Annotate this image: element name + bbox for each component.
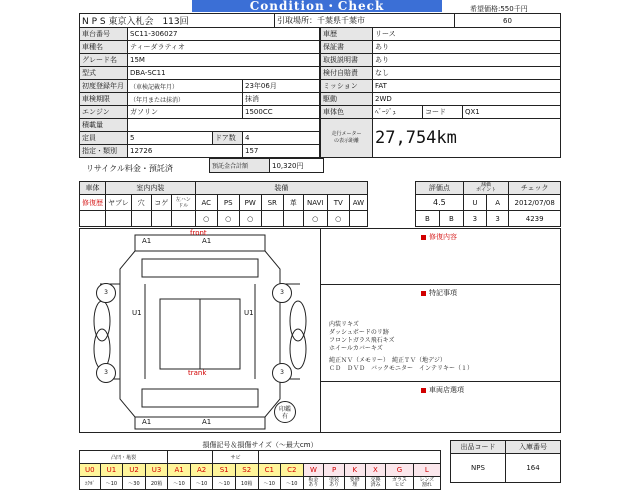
- output-code: NPS: [451, 454, 506, 483]
- value-displacement: 1500CC: [243, 106, 320, 119]
- legend-size: ～10: [100, 477, 123, 490]
- value-drive: 2WD: [373, 93, 561, 106]
- label-model: 車種名: [80, 41, 128, 54]
- label-first-reg: 初度登録年月: [80, 80, 128, 93]
- equip-value-sr: [261, 211, 283, 227]
- red-square-icon: [421, 388, 426, 393]
- equip-value-lhd: [171, 211, 195, 227]
- damage-mark: 3: [96, 283, 116, 303]
- value-history: リース: [373, 28, 561, 41]
- label-grade: グレード名: [80, 54, 128, 67]
- damage-mark: 3: [272, 363, 292, 383]
- damage-mark: A1: [142, 237, 152, 245]
- equip-label-hole: 穴: [131, 195, 151, 211]
- entry-label: 入庫番号: [506, 441, 561, 454]
- legend-size: ～10: [258, 477, 281, 490]
- label-manual: 取扱説明書: [321, 54, 373, 67]
- value-fuel: ガソリン: [128, 106, 243, 119]
- damage-mark: 3: [272, 283, 292, 303]
- note-line: 内装リキズ: [329, 321, 359, 328]
- value-model: ティーダラティオ: [128, 41, 320, 54]
- damage-mark: U1: [132, 309, 142, 317]
- equip-label-leather: 革: [283, 195, 303, 211]
- value-grade: 15M: [128, 54, 320, 67]
- legend-code: C2: [281, 464, 304, 477]
- value-load: [128, 119, 320, 132]
- title-banner: [192, 0, 442, 12]
- equip-header-interior: 室内内装: [106, 182, 196, 195]
- damage-mark: A1: [142, 418, 152, 426]
- value-spec2: 157: [243, 145, 320, 158]
- label-drive: 駆動: [321, 93, 373, 106]
- red-square-icon: [421, 291, 426, 296]
- legend-size: ～10: [168, 477, 191, 490]
- value-insurance: なし: [373, 67, 561, 80]
- legend-size: ～10: [281, 477, 304, 490]
- value-manual: あり: [373, 54, 561, 67]
- legend-code: C1: [258, 464, 281, 477]
- equip-value-aw: [349, 211, 367, 227]
- equip-value-pw: ○: [239, 211, 261, 227]
- legend-code: W: [303, 464, 324, 477]
- legend-group-blank2: [258, 451, 441, 464]
- legend-size: 塗装 あり: [324, 477, 345, 490]
- equip-value-tv: ○: [327, 211, 349, 227]
- label-warranty: 保証書: [321, 41, 373, 54]
- vehicle-left-table: [79, 27, 320, 158]
- legend-size: 要修 理: [344, 477, 365, 490]
- note-line: 純正ＮＶ（メモリー） 純正ＴＶ（地デジ）: [329, 357, 446, 364]
- label-type: 型式: [80, 67, 128, 80]
- label-inspection: 車検期限: [80, 93, 128, 106]
- grade-check-date: 2012/07/08: [509, 195, 561, 211]
- grade-eval-label: 評価点: [416, 182, 464, 195]
- label-spec: 指定・類別: [80, 145, 128, 158]
- equipment-table: [79, 181, 368, 227]
- legend-size: ～10: [213, 477, 236, 490]
- note-first-reg: （車検記載年月）: [128, 80, 243, 93]
- red-square-icon: [421, 235, 426, 240]
- divider: [321, 381, 560, 382]
- recycle-fee-label: 預託金合計額: [210, 159, 270, 173]
- legend-size: 10箱: [235, 477, 258, 490]
- note-line: ＣＤ ＤＶＤ バックモニター インテリキー（１）: [329, 365, 474, 372]
- grade-col-a2: 3: [463, 211, 486, 227]
- grade-check-no: 4239: [509, 211, 561, 227]
- label-transmission: ミッション: [321, 80, 373, 93]
- dealer-title: 車両店選項: [421, 385, 464, 395]
- legend-group-dent: 凸凹・亀裂: [80, 451, 168, 464]
- value-transmission: FAT: [373, 80, 561, 93]
- vehicle-right-table: [320, 27, 561, 158]
- auction-header: [79, 13, 561, 28]
- legend-code: U0: [80, 464, 101, 477]
- repair-title: 修復内容: [421, 232, 457, 242]
- label-color-code: コード: [423, 106, 463, 119]
- legend-code: A2: [190, 464, 213, 477]
- car-diagram: [79, 228, 321, 433]
- output-code-label: 出品コード: [451, 441, 506, 454]
- value-mileage: 27,754km: [373, 119, 561, 158]
- damage-mark: U1: [244, 309, 254, 317]
- equip-label-repair: 修復歴: [80, 195, 106, 211]
- equip-value-repair: [80, 211, 106, 227]
- legend-code: U2: [123, 464, 146, 477]
- grade-check-label: チェック: [509, 182, 561, 195]
- legend-code: X: [365, 464, 386, 477]
- label-capacity: 定員: [80, 132, 128, 145]
- legend-code: A1: [168, 464, 191, 477]
- legend-code: G: [386, 464, 413, 477]
- damage-mark: A1: [202, 418, 212, 426]
- pickup-location: 引取場所：千葉県千葉市: [275, 14, 455, 28]
- legend-code: P: [324, 464, 345, 477]
- front-label: front: [190, 229, 207, 237]
- legend-size: ガラス ヒビ: [386, 477, 413, 490]
- equip-value-burn: [151, 211, 171, 227]
- legend-size: ｴｸﾎﾞ: [80, 477, 101, 490]
- note-line: フロントガラス飛石キズ: [329, 337, 395, 344]
- trunk-label: trank: [188, 369, 207, 377]
- value-chassis: SC11-306027: [128, 28, 320, 41]
- label-history: 車歴: [321, 28, 373, 41]
- equip-label-lhd: 左ハンドル: [171, 195, 195, 211]
- value-spec: 12726: [128, 145, 243, 158]
- recycle-label: リサイクル料金・預託済: [86, 164, 173, 173]
- equip-value-leather: [283, 211, 303, 227]
- lot-number: 60: [455, 14, 561, 28]
- legend-size: 板金 あり: [303, 477, 324, 490]
- equip-value-tear: [106, 211, 132, 227]
- output-table: [450, 440, 561, 483]
- equip-label-tv: TV: [327, 195, 349, 211]
- legend-size: ～10: [190, 477, 213, 490]
- label-meter: 走行メーター の表示距離: [321, 119, 373, 158]
- equip-value-ps: ○: [217, 211, 239, 227]
- equip-header-body: 車体: [80, 182, 106, 195]
- legend-size: ～30: [123, 477, 146, 490]
- seal-stamp: 印鑑 有: [274, 401, 296, 423]
- value-color-code: QX1: [463, 106, 561, 119]
- special-notes: [329, 321, 473, 373]
- value-type: DBA-SC11: [128, 67, 320, 80]
- title-text: Condition・Check: [249, 0, 385, 13]
- damage-mark: A1: [202, 237, 212, 245]
- equip-label-pw: PW: [239, 195, 261, 211]
- auction-name: N P S 東京入札会 113回: [80, 14, 275, 28]
- legend-size: レンズ 割れ: [413, 477, 440, 490]
- equip-label-sr: SR: [261, 195, 283, 211]
- grade-col-a: U: [463, 195, 486, 211]
- divider: [321, 284, 560, 285]
- equip-value-navi: ○: [303, 211, 327, 227]
- legend-code: U3: [145, 464, 168, 477]
- label-doors: ドア数: [213, 132, 243, 145]
- grade-interior2: B: [439, 211, 463, 227]
- grades-table: [415, 181, 561, 227]
- equip-label-burn: コゲ: [151, 195, 171, 211]
- value-inspection: 抹消: [243, 93, 320, 106]
- equip-label-navi: NAVI: [303, 195, 327, 211]
- grade-col-b2: 3: [486, 211, 508, 227]
- legend-code: S2: [235, 464, 258, 477]
- grade-col-b: A: [486, 195, 508, 211]
- legend-group-rust: サビ: [213, 451, 258, 464]
- recycle-fee-table: [209, 158, 324, 173]
- desired-price: 希望価格:550千円: [470, 5, 528, 13]
- label-engine: エンジン: [80, 106, 128, 119]
- note-line: ホイールカバーキズ: [329, 345, 383, 352]
- legend-size: 交換 済み: [365, 477, 386, 490]
- legend-code: S1: [213, 464, 236, 477]
- equip-value-ac: ○: [195, 211, 217, 227]
- label-load: 積載量: [80, 119, 128, 132]
- special-title: 特記事項: [421, 288, 457, 298]
- note-line: ダッシュボードのリ跡: [329, 329, 389, 336]
- note-inspection: （年月または抹消）: [128, 93, 243, 106]
- legend-title: 損傷記号＆損傷サイズ（～最大cm）: [202, 441, 318, 449]
- legend-size: 20箱: [145, 477, 168, 490]
- equip-label-ps: PS: [217, 195, 239, 211]
- legend-code: U1: [100, 464, 123, 477]
- equip-value-hole: [131, 211, 151, 227]
- value-capacity: 5: [128, 132, 213, 145]
- label-insurance: 検付自賠責: [321, 67, 373, 80]
- legend-code: K: [344, 464, 365, 477]
- label-chassis: 車台番号: [80, 28, 128, 41]
- legend-code: L: [413, 464, 440, 477]
- equip-header-features: 装備: [195, 182, 367, 195]
- damage-mark: 3: [96, 363, 116, 383]
- value-doors: 4: [243, 132, 320, 145]
- notes-panel: [320, 228, 561, 433]
- value-color: ﾍﾞｰｼﾞｭ: [373, 106, 423, 119]
- equip-label-aw: AW: [349, 195, 367, 211]
- entry-number: 164: [506, 454, 561, 483]
- equip-label-tear: ヤブレ: [106, 195, 132, 211]
- label-color: 車体色: [321, 106, 373, 119]
- value-warranty: あり: [373, 41, 561, 54]
- grade-eval: 4.5: [416, 195, 464, 211]
- grade-interior: B: [416, 211, 440, 227]
- recycle-fee-value: 10,320円: [270, 159, 324, 173]
- equip-label-ac: AC: [195, 195, 217, 211]
- grade-points-label: 減価 ポイント: [463, 182, 509, 195]
- damage-legend: [79, 440, 441, 490]
- value-first-reg: 23年06月: [243, 80, 320, 93]
- legend-group-blank: [168, 451, 213, 464]
